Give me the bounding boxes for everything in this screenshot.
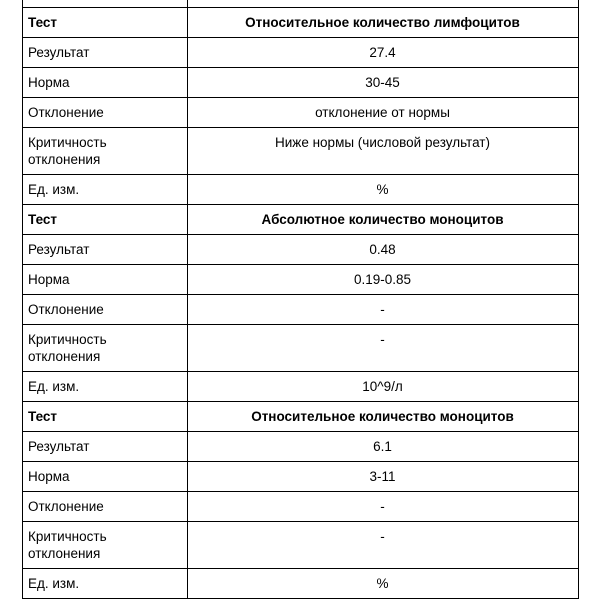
field-label: Норма (23, 462, 188, 492)
criticality-value: - (188, 522, 579, 569)
table-row (23, 128, 579, 175)
table-row (23, 38, 579, 68)
table-row (23, 265, 579, 295)
test-header-row (23, 205, 579, 235)
table-row (23, 235, 579, 265)
table-row (23, 492, 579, 522)
table-row (23, 372, 579, 402)
criticality-value: Ниже нормы (числовой результат) (188, 128, 579, 175)
field-label: Отклонение (23, 295, 188, 325)
field-label: Ед. изм. (23, 372, 188, 402)
table-row (23, 68, 579, 98)
test-name: Относительное количество лимфоцитов (188, 8, 579, 38)
norm-value: 0.19-0.85 (188, 265, 579, 295)
table-row (23, 522, 579, 569)
field-label: Тест (23, 8, 188, 38)
table-row (23, 98, 579, 128)
field-label: Ед. изм. (23, 569, 188, 599)
result-value: 0.48 (188, 235, 579, 265)
test-name: Относительное количество моноцитов (188, 402, 579, 432)
table-row (23, 0, 579, 8)
deviation-value: - (188, 295, 579, 325)
table-row (23, 462, 579, 492)
field-label: Результат (23, 432, 188, 462)
field-label: Критичность отклонения (23, 522, 188, 569)
result-value: 6.1 (188, 432, 579, 462)
field-label: Отклонение (23, 492, 188, 522)
unit-value: % (188, 175, 579, 205)
field-label: Тест (23, 205, 188, 235)
lab-results-table (22, 0, 579, 599)
field-label: Тест (23, 402, 188, 432)
unit-value: % (188, 569, 579, 599)
field-label: Норма (23, 265, 188, 295)
field-label: Результат (23, 38, 188, 68)
deviation-value: отклонение от нормы (188, 98, 579, 128)
table-row (23, 432, 579, 462)
table-row (23, 295, 579, 325)
result-value: 27.4 (188, 38, 579, 68)
field-label: Отклонение (23, 98, 188, 128)
table-row (23, 569, 579, 599)
test-name: Абсолютное количество моноцитов (188, 205, 579, 235)
field-label (23, 0, 188, 8)
criticality-value: - (188, 325, 579, 372)
test-header-row (23, 8, 579, 38)
unit-value: 10^9/л (188, 372, 579, 402)
field-label: Ед. изм. (23, 175, 188, 205)
norm-value: 3-11 (188, 462, 579, 492)
field-label: Норма (23, 68, 188, 98)
deviation-value: - (188, 492, 579, 522)
field-label: Критичность отклонения (23, 325, 188, 372)
field-label: Результат (23, 235, 188, 265)
test-header-row (23, 402, 579, 432)
table-row (23, 325, 579, 372)
norm-value: 30-45 (188, 68, 579, 98)
field-value (188, 0, 579, 8)
lab-results-sheet (22, 0, 578, 599)
table-row (23, 175, 579, 205)
field-label: Критичность отклонения (23, 128, 188, 175)
